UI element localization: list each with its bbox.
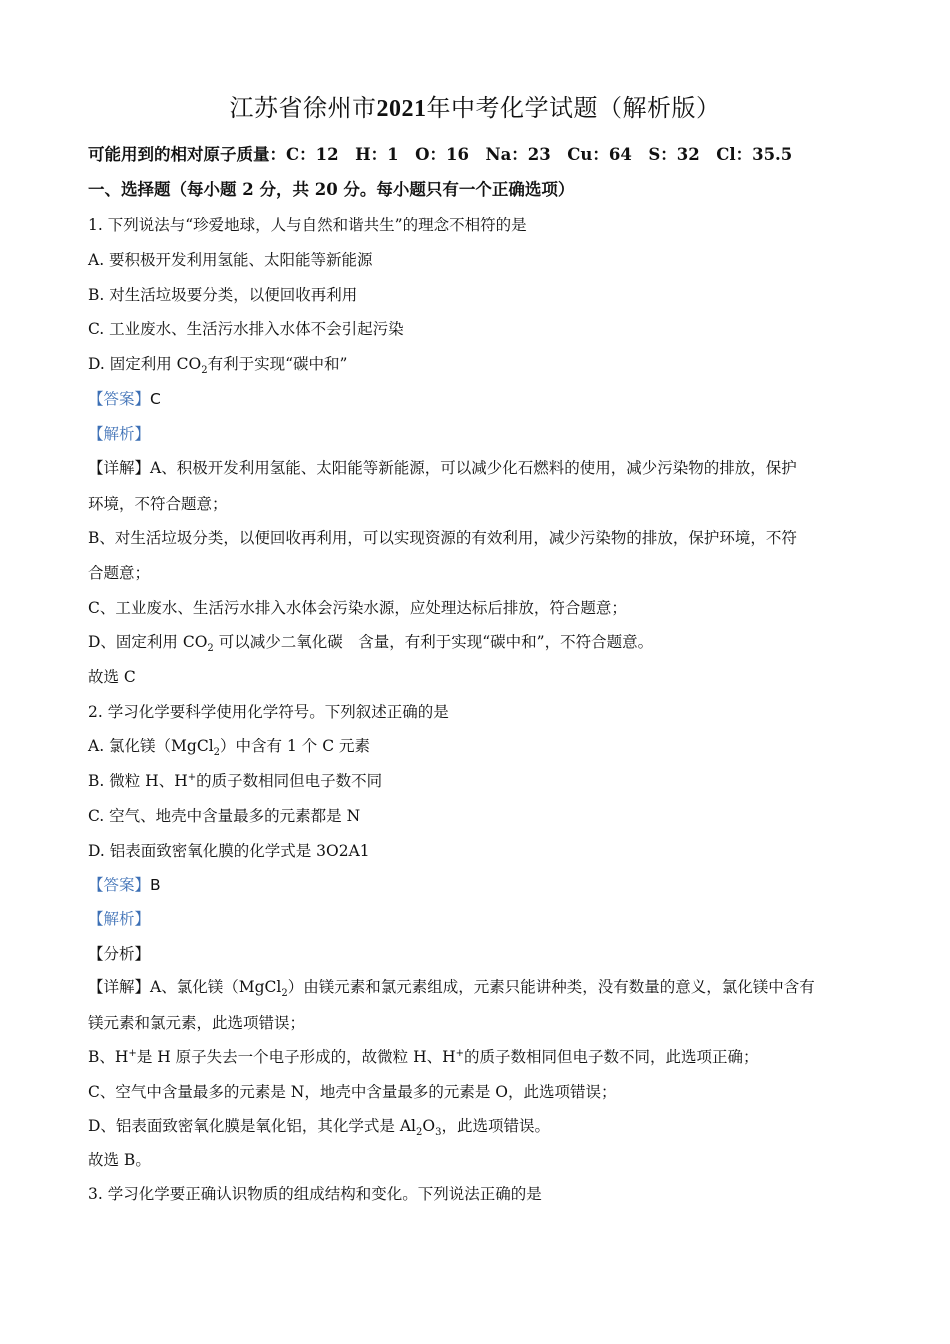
q2-conclusion: 故选 B。: [88, 1151, 151, 1169]
section-heading: 一、选择题（每小题 2 分，共 20 分。每小题只有一个正确选项）: [88, 180, 575, 199]
q2-detail-1b: 镁元素和氯元素，此选项错误；: [88, 1014, 306, 1032]
q2-detail-4: D、铝表面致密氧化膜是氧化铝，其化学式是 $Al_2O_3$，此选项错误。: [88, 1117, 550, 1139]
q2-detail-1: 【详解】A、氯化镁（MgCl$_2$）由镁元素和氯元素组成，元素只能讲种类，没有数量的意义，氯化镁中含有: [88, 978, 815, 1000]
q1-stem: 1. 下列说法与“珍爱地球，人与自然和谐共生”的理念不相符的是: [88, 216, 527, 234]
q1-option-a: A. 要积极开发利用氢能、太阳能等新能源: [88, 251, 373, 269]
q1-analysis-tag: 【解析】: [88, 425, 151, 443]
q1-option-c: C. 工业废水、生活污水排入水体不会引起污染: [88, 320, 404, 338]
q1-detail-1b: 环境，不符合题意；: [88, 495, 228, 513]
q1-answer: 【答案】C: [88, 390, 161, 408]
q2-analysis-head: 【分析】: [88, 945, 151, 963]
q1-detail-4: D、固定利用 $CO_2$ 可以减少二氧化碳 含量，有利于实现“碳中和”，不符合题意。: [88, 633, 654, 655]
q1-conclusion: 故选 C: [88, 668, 136, 686]
q3-stem: 3. 学习化学要正确认识物质的组成结构和变化。下列说法正确的是: [88, 1185, 542, 1203]
q2-option-b: B. 微粒 H、H+的质子数相同但电子数不同: [88, 771, 383, 790]
q1-detail-2b: 合题意；: [88, 564, 151, 582]
q1-detail-3: C、工业废水、生活污水排入水体会污染水源，应处理达标后排放，符合题意；: [88, 599, 627, 617]
q2-option-d: D. 铝表面致密氧化膜的化学式是 3O2A1: [88, 842, 370, 860]
q2-analysis-tag: 【解析】: [88, 910, 151, 928]
q2-answer: 【答案】B: [88, 876, 161, 894]
q2-detail-2: B、H+是 H 原子失去一个电子形成的，故微粒 H、H+的质子数相同但电子数不同，此选项正确；: [88, 1047, 759, 1066]
q1-option-b: B. 对生活垃圾要分类，以便回收再利用: [88, 286, 358, 304]
q1-option-d: D. 固定利用 $CO_2$有利于实现“碳中和”: [88, 355, 348, 377]
q1-detail-2: B、对生活垃圾分类，以便回收再利用，可以实现资源的有效利用，减少污染物的排放，保护环境，不符: [88, 529, 797, 547]
q1-detail-1: 【详解】A、积极开发利用氢能、太阳能等新能源，可以减少化石燃料的使用，减少污染物的排放，保护: [88, 459, 797, 477]
q2-detail-3: C、空气中含量最多的元素是 N，地壳中含量最多的元素是 O，此选项错误；: [88, 1083, 617, 1101]
q2-option-a: A. 氯化镁（MgCl$_2$）中含有 1 个 C 元素: [88, 737, 370, 759]
page-title: 江苏省徐州市2021年中考化学试题（解析版）: [229, 94, 721, 122]
q2-option-c: C. 空气、地壳中含量最多的元素都是 N: [88, 807, 361, 825]
q2-stem: 2. 学习化学要科学使用化学符号。下列叙述正确的是: [88, 703, 449, 721]
atomic-masses-line: 可能用到的相对原子质量：C：12 H：1 O：16 Na：23 Cu：64 S：32 Cl：35.5: [88, 145, 793, 164]
